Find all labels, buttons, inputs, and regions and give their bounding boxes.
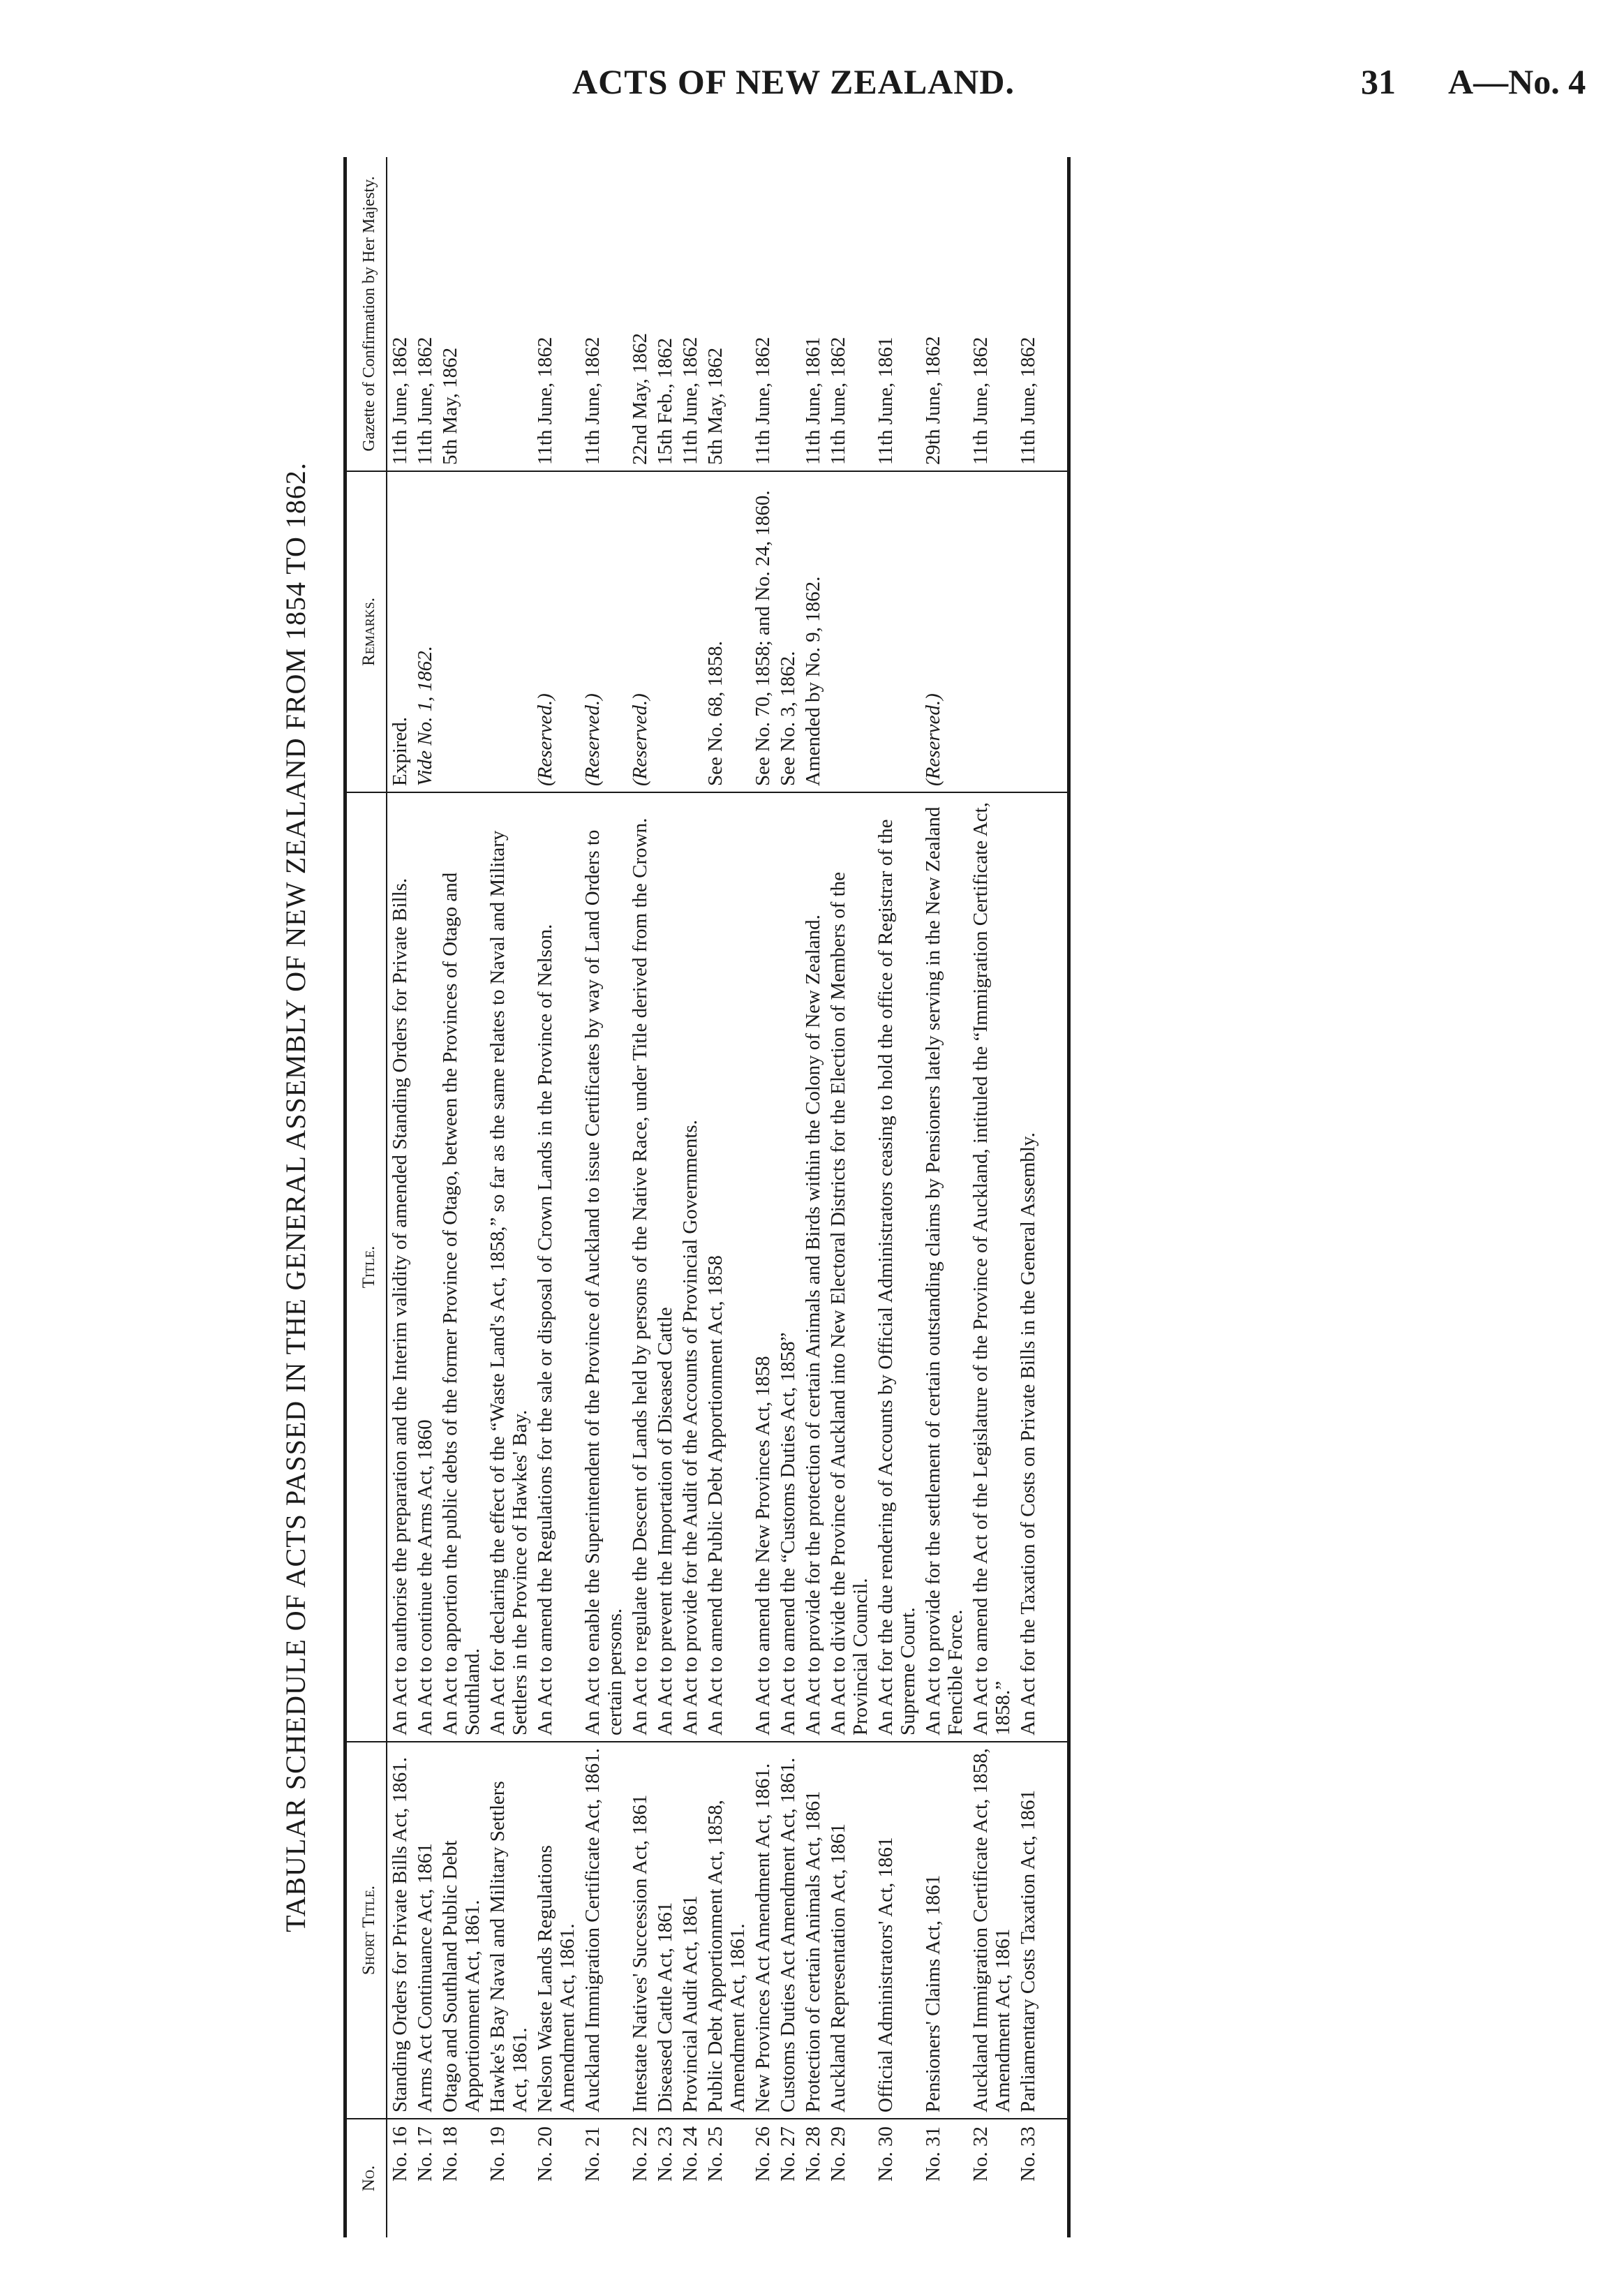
row-number: No. 25 bbox=[704, 2126, 727, 2182]
table-row bbox=[387, 157, 412, 2237]
row-title: An Act to provide for the Audit of the Accounts of Provincial Governments. bbox=[678, 792, 703, 1742]
table-row bbox=[750, 157, 775, 2237]
table-row bbox=[800, 157, 826, 2237]
header-remarks: Remarks. bbox=[345, 471, 387, 792]
row-short-title: Customs Duties Act Amendment Act, 1861. bbox=[775, 1742, 800, 2119]
row-short-title: Arms Act Continuance Act, 1861 bbox=[412, 1742, 438, 2119]
schedule-table-wrap bbox=[343, 157, 1424, 2237]
row-number: No. 33 bbox=[1015, 2119, 1069, 2237]
row-title: An Act for the due rendering of Accounts by Official Administrators ceasing to hold the office of Registrar of the Supreme Court. bbox=[873, 792, 921, 1742]
row-gazette: 29th June, 1862 bbox=[921, 157, 968, 471]
rotated-schedule bbox=[279, 157, 1424, 2237]
row-remarks bbox=[968, 471, 1015, 792]
row-short-title: Provincial Audit Act, 1861 bbox=[678, 1742, 703, 2119]
row-remarks: (Reserved.) bbox=[532, 471, 580, 792]
row-remarks bbox=[873, 471, 921, 792]
row-short-title: Standing Orders for Private Bills Act, 1861. bbox=[387, 1742, 412, 2119]
row-gazette: 15th Feb., 1862 bbox=[653, 157, 678, 471]
table-row bbox=[775, 157, 800, 2237]
row-title: An Act to authorise the preparation and the Interim validity of amended Standing Orders for Private Bills. bbox=[387, 792, 412, 1742]
row-short-title: Auckland Immigration Certificate Act, 1861. bbox=[580, 1742, 627, 2119]
running-head bbox=[0, 61, 1624, 117]
row-gazette: 11th June, 1861 bbox=[800, 157, 826, 471]
row-title: An Act to apportion the public debts of the former Province of Otago, between the Provinces of Otago and Southland. bbox=[438, 792, 485, 1742]
table-row bbox=[580, 157, 627, 2237]
row-short-title: Auckland Representation Act, 1861 bbox=[826, 1742, 873, 2119]
row-gazette bbox=[485, 157, 532, 471]
row-number: No. 18 bbox=[439, 2126, 461, 2182]
table-row bbox=[653, 157, 678, 2237]
row-gazette bbox=[775, 157, 800, 471]
row-short-title: Intestate Natives' Succession Act, 1861 bbox=[627, 1742, 653, 2119]
row-remarks bbox=[678, 471, 703, 792]
row-short-title: Protection of certain Animals Act, 1861 bbox=[800, 1742, 826, 2119]
row-remarks: See No. 68, 1858. bbox=[703, 471, 750, 792]
row-remarks: Amended by No. 9, 1862. bbox=[800, 471, 826, 792]
row-title: An Act to continue the Arms Act, 1860 bbox=[412, 792, 438, 1742]
row-number: No. 16 bbox=[389, 2126, 411, 2182]
table-row bbox=[1015, 157, 1069, 2237]
row-title: An Act to prevent the Importation of Diseased Cattle bbox=[653, 792, 678, 1742]
table-row bbox=[678, 157, 703, 2237]
row-remarks: Vide No. 1, 1862. bbox=[412, 471, 438, 792]
row-title: An Act to enable the Superintendent of the Province of Auckland to issue Certificates by way of Land Orders to certain persons. bbox=[580, 792, 627, 1742]
row-remarks: See No. 70, 1858; and No. 24, 1860. bbox=[750, 471, 775, 792]
row-short-title: Otago and Southland Public Debt Apportionment Act, 1861. bbox=[438, 1742, 485, 2119]
header-no: No. bbox=[345, 2119, 387, 2237]
row-remarks bbox=[653, 471, 678, 792]
header-gazette: Gazette of Confirmation by Her Majesty. bbox=[345, 157, 387, 471]
row-short-title: Pensioners' Claims Act, 1861 bbox=[921, 1742, 968, 2119]
row-gazette: 11th June, 1862 bbox=[387, 157, 412, 471]
row-number: No. 23 bbox=[654, 2126, 676, 2182]
row-number: No. 29 bbox=[827, 2126, 849, 2182]
schedule-title: TABULAR SCHEDULE OF ACTS PASSED IN THE GENERAL ASSEMBLY OF NEW ZEALAND FROM 1854 TO 1862. bbox=[280, 462, 311, 1932]
row-title: An Act to provide for the protection of certain Animals and Birds within the Colony of New Zealand. bbox=[800, 792, 826, 1742]
running-title: ACTS OF NEW ZEALAND. bbox=[572, 62, 1015, 101]
table-row bbox=[826, 157, 873, 2237]
document-reference: A—No. 4 bbox=[1448, 62, 1586, 101]
row-number: No. 26 bbox=[752, 2126, 774, 2182]
row-gazette: 11th June, 1862 bbox=[826, 157, 873, 471]
row-short-title: Public Debt Apportionment Act, 1858, Amendment Act, 1861. bbox=[703, 1742, 750, 2119]
row-gazette: 11th June, 1862 bbox=[750, 157, 775, 471]
row-remarks bbox=[438, 471, 485, 792]
table-row bbox=[532, 157, 580, 2237]
table-row bbox=[921, 157, 968, 2237]
header-title: Title. bbox=[345, 792, 387, 1742]
table-row bbox=[412, 157, 438, 2237]
row-short-title: Official Administrators' Act, 1861 bbox=[873, 1742, 921, 2119]
row-number: No. 21 bbox=[581, 2126, 604, 2182]
row-title: An Act to amend the Regulations for the sale or disposal of Crown Lands in the Province of Nelson. bbox=[532, 792, 580, 1742]
row-remarks: (Reserved.) bbox=[627, 471, 653, 792]
row-number: No. 31 bbox=[922, 2126, 944, 2182]
row-short-title: Parliamentary Costs Taxation Act, 1861 bbox=[1015, 1742, 1069, 2119]
row-gazette: 22nd May, 1862 bbox=[627, 157, 653, 471]
row-title: An Act to divide the Province of Auckland into New Electoral Districts for the Election of Members of the Provincial Council. bbox=[826, 792, 873, 1742]
row-gazette: 11th June, 1861 bbox=[873, 157, 921, 471]
table-row bbox=[627, 157, 653, 2237]
row-gazette: 5th May, 1862 bbox=[703, 157, 750, 471]
row-number: No. 19 bbox=[486, 2126, 509, 2182]
row-title: An Act to regulate the Descent of Lands held by persons of the Native Race, under Title derived from the Crown. bbox=[627, 792, 653, 1742]
row-number: No. 27 bbox=[777, 2126, 799, 2182]
table-row bbox=[968, 157, 1015, 2237]
row-gazette: 11th June, 1862 bbox=[678, 157, 703, 471]
row-gazette: 11th June, 1862 bbox=[968, 157, 1015, 471]
row-remarks: Expired. bbox=[387, 471, 412, 792]
table-row bbox=[485, 157, 532, 2237]
row-remarks bbox=[826, 471, 873, 792]
row-title: An Act to provide for the settlement of certain outstanding claims by Pensioners lately serving in the New Zealand Fencible Force. bbox=[921, 792, 968, 1742]
header-short-title: Short Title. bbox=[345, 1742, 387, 2119]
row-remarks bbox=[1015, 471, 1069, 792]
table-row bbox=[438, 157, 485, 2237]
row-number: No. 17 bbox=[414, 2126, 436, 2182]
row-gazette: 11th June, 1862 bbox=[532, 157, 580, 471]
row-title: An Act for declaring the effect of the “Waste Land's Act, 1858,” so far as the same relates to Naval and Military Settlers in the Province of Hawkes' Bay. bbox=[485, 792, 532, 1742]
table-row bbox=[873, 157, 921, 2237]
row-number: No. 24 bbox=[679, 2126, 701, 2182]
table-header-row bbox=[345, 157, 387, 2237]
page-number: 31 bbox=[1361, 62, 1396, 101]
row-short-title: Hawke's Bay Naval and Military Settlers Act, 1861. bbox=[485, 1742, 532, 2119]
row-gazette: 11th June, 1862 bbox=[1015, 157, 1069, 471]
row-remarks: (Reserved.) bbox=[921, 471, 968, 792]
table-body bbox=[387, 157, 1069, 2237]
row-gazette: 11th June, 1862 bbox=[412, 157, 438, 471]
row-title: An Act to amend the “Customs Duties Act, 1858” bbox=[775, 792, 800, 1742]
row-remarks: (Reserved.) bbox=[580, 471, 627, 792]
row-number: No. 20 bbox=[534, 2126, 556, 2182]
row-gazette: 11th June, 1862 bbox=[580, 157, 627, 471]
row-number: No. 28 bbox=[802, 2126, 824, 2182]
row-title: An Act to amend the Act of the Legislature of the Province of Auckland, intituled the “Immigration Certificate Act, 1858.” bbox=[968, 792, 1015, 1742]
row-gazette: 5th May, 1862 bbox=[438, 157, 485, 471]
row-number: No. 22 bbox=[629, 2126, 651, 2182]
row-number: No. 30 bbox=[874, 2126, 897, 2182]
row-short-title: Diseased Cattle Act, 1861 bbox=[653, 1742, 678, 2119]
row-short-title: Nelson Waste Lands Regulations Amendment Act, 1861. bbox=[532, 1742, 580, 2119]
row-short-title: Auckland Immigration Certificate Act, 1858, Amendment Act, 1861 bbox=[968, 1742, 1015, 2119]
row-remarks: See No. 3, 1862. bbox=[775, 471, 800, 792]
row-title: An Act to amend the New Provinces Act, 1858 bbox=[750, 792, 775, 1742]
row-number: No. 32 bbox=[969, 2126, 992, 2182]
acts-schedule-table bbox=[343, 157, 1071, 2237]
row-title: An Act to amend the Public Debt Apportionment Act, 1858 bbox=[703, 792, 750, 1742]
row-short-title: New Provinces Act Amendment Act, 1861. bbox=[750, 1742, 775, 2119]
row-title: An Act for the Taxation of Costs on Private Bills in the General Assembly. bbox=[1015, 792, 1069, 1742]
table-row bbox=[703, 157, 750, 2237]
row-remarks bbox=[485, 471, 532, 792]
